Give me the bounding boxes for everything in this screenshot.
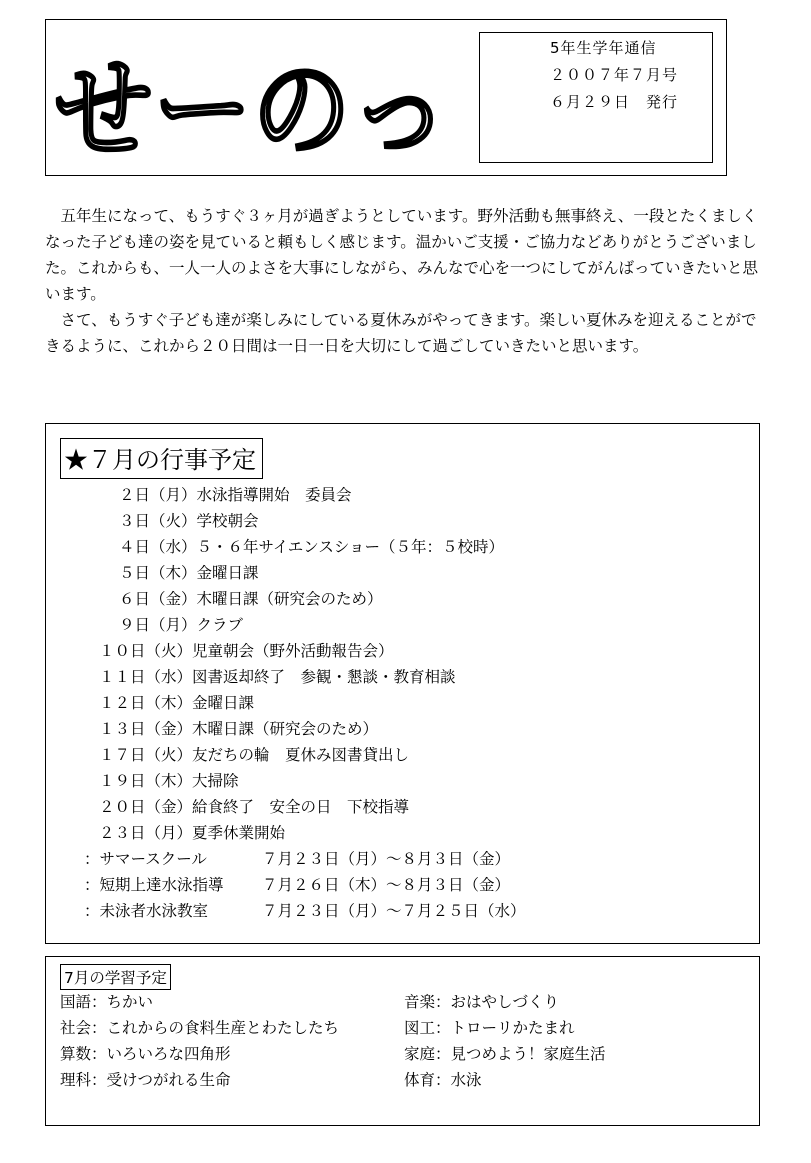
study-item: 社会：これからの食料生産とわたしたち — [60, 1019, 340, 1037]
july-events-box — [45, 423, 760, 944]
event-sub-item — [84, 846, 510, 872]
newsletter-title-text: せーのっ — [54, 46, 449, 171]
event-sub-dates: ７月２６日（木）～８月３日（金） — [262, 876, 511, 894]
event-item: １３日（金）木曜日課（研究会のため） — [99, 720, 379, 738]
intro-paragraph: さて、もうすぐ子ども達が楽しみにしている夏休みがやってきます。楽しい夏休みを迎えることができるように、これから２０日間は一日一日を大切にして過ごしていきたいと思います。 — [45, 311, 757, 355]
event-item: １１日（水）図書返却終了 参観・懇談・教育相談 — [99, 668, 456, 686]
issue-month: ２００７年７月号 — [550, 66, 679, 84]
event-sub-item — [84, 872, 510, 898]
study-item: 図工：トローリかたまれ — [404, 1019, 575, 1037]
intro-text — [45, 203, 761, 359]
event-item: １２日（木）金曜日課 — [99, 694, 255, 712]
issue-date: ６月２９日 発行 — [550, 93, 679, 111]
event-sub-label: ：未泳者水泳教室 — [84, 902, 209, 920]
event-item: １０日（火）児童朝会（野外活動報告会） — [99, 642, 394, 660]
event-item: ２日（月）水泳指導開始 委員会 — [119, 486, 352, 504]
study-item: 理科：受けつがれる生命 — [60, 1071, 231, 1089]
study-item: 音楽：おはやしづくり — [404, 993, 560, 1011]
event-item: ３日（火）学校朝会 — [119, 512, 259, 530]
study-item: 算数：いろいろな四角形 — [60, 1045, 231, 1063]
july-study-box — [45, 956, 760, 1126]
event-item: ５日（木）金曜日課 — [119, 564, 259, 582]
event-item: １９日（木）大掃除 — [99, 772, 239, 790]
newsletter-header — [45, 19, 727, 176]
event-sub-item — [84, 898, 526, 924]
events-title: ★７月の行事予定 — [60, 438, 263, 479]
study-item: 体育：水泳 — [404, 1071, 482, 1089]
event-item: ２３日（月）夏季休業開始 — [99, 824, 286, 842]
event-item: １７日（火）友だちの輪 夏休み図書貸出し — [99, 746, 410, 764]
intro-paragraph: 五年生になって、もうすぐ３ヶ月が過ぎようとしています。野外活動も無事終え、一段とたくましくなった子ども達の姿を見ていると頼もしく感じます。温かいご支援・ご協力などありがとうございました。これからも、一人一人のよさを大事にしながら、みんなで心を一つにしてがんばっていきたいと思います。 — [45, 207, 759, 303]
event-sub-dates: ７月２３日（月）～７月２５日（水） — [262, 902, 526, 920]
event-item: ６日（金）木曜日課（研究会のため） — [119, 590, 383, 608]
event-sub-dates: ７月２３日（月）～８月３日（金） — [262, 850, 511, 868]
newsletter-title — [50, 26, 520, 171]
event-sub-label: ：サマースクール — [84, 850, 207, 868]
study-item: 国語：ちかい — [60, 993, 154, 1011]
event-item: ９日（月）クラブ — [119, 616, 244, 634]
event-item: ４日（水）５・６年サイエンスショー（５年：５校時） — [119, 538, 505, 556]
event-item: ２０日（金）給食終了 安全の日 下校指導 — [99, 798, 410, 816]
study-title: 7月の学習予定 — [60, 964, 171, 990]
issue-info-box — [479, 32, 713, 163]
event-sub-label: ：短期上達水泳指導 — [84, 876, 224, 894]
issue-grade: 5年生学年通信 — [550, 39, 657, 57]
study-item: 家庭：見つめよう！家庭生活 — [404, 1045, 606, 1063]
